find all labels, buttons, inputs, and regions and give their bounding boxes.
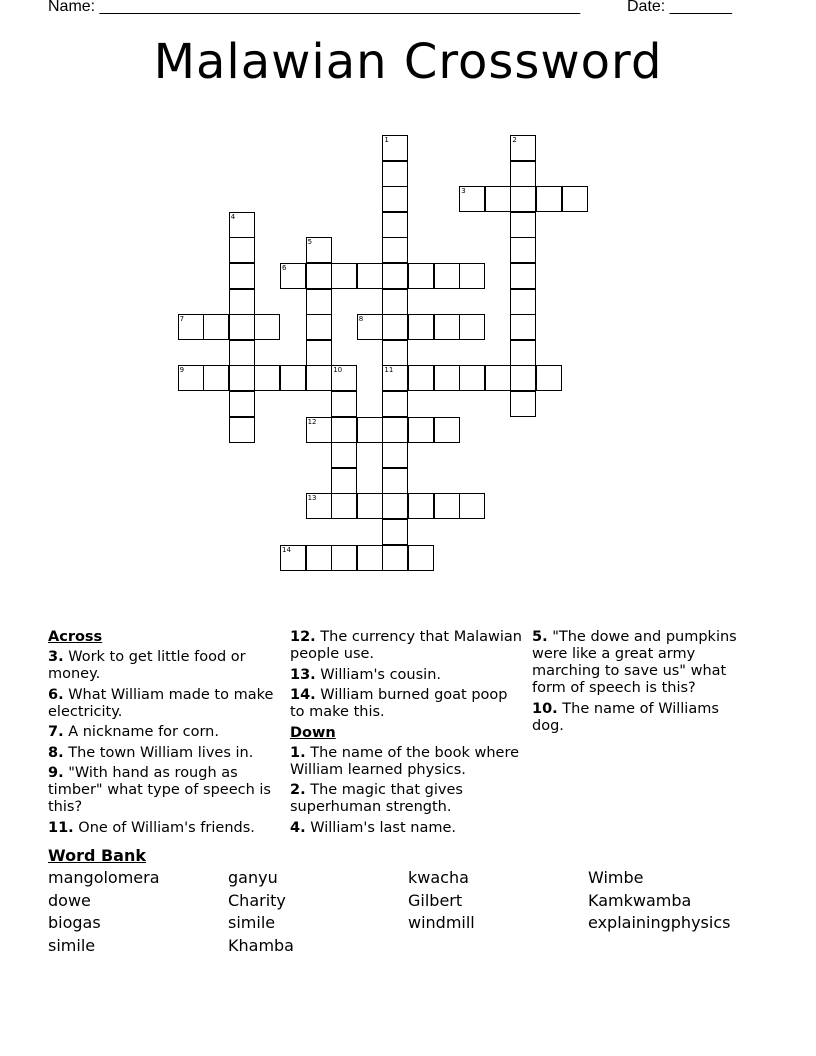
clue-number: 3	[461, 187, 466, 196]
crossword-cell[interactable]	[229, 289, 255, 315]
crossword-cell[interactable]	[178, 365, 204, 391]
clue-item	[290, 667, 526, 684]
clue-column-3	[532, 629, 747, 738]
crossword-cell[interactable]	[229, 263, 255, 289]
clue-text: A nickname for corn.	[63, 724, 219, 740]
crossword-cell[interactable]	[408, 263, 434, 289]
crossword-cell[interactable]	[357, 263, 383, 289]
crossword-cell[interactable]	[510, 340, 536, 366]
crossword-cell[interactable]	[408, 314, 434, 340]
clue-number: 12	[307, 417, 317, 426]
crossword-cell[interactable]	[459, 186, 485, 212]
clue-number: 10	[333, 366, 343, 375]
crossword-cell[interactable]	[459, 365, 485, 391]
crossword-cell[interactable]	[331, 468, 357, 494]
crossword-cell[interactable]	[357, 545, 383, 571]
clue-number: 2	[512, 136, 517, 144]
crossword-cell[interactable]	[382, 289, 408, 315]
crossword-cell[interactable]	[408, 417, 434, 443]
crossword-cell[interactable]	[254, 314, 280, 340]
crossword-cell[interactable]	[536, 186, 562, 212]
crossword-cell[interactable]	[510, 263, 536, 289]
crossword-cell[interactable]	[229, 237, 255, 263]
crossword-cell[interactable]	[382, 365, 408, 391]
crossword-cell[interactable]	[382, 545, 408, 571]
crossword-cell[interactable]	[434, 365, 460, 391]
crossword-cell[interactable]	[229, 314, 255, 340]
crossword-cell[interactable]	[280, 263, 306, 289]
crossword-cell[interactable]	[382, 340, 408, 366]
crossword-cell[interactable]	[331, 442, 357, 468]
crossword-cell[interactable]	[382, 493, 408, 519]
crossword-cell[interactable]	[408, 365, 434, 391]
crossword-cell[interactable]	[229, 212, 255, 238]
crossword-cell[interactable]	[382, 391, 408, 417]
crossword-cell[interactable]	[510, 289, 536, 315]
word-bank-title: Word Bank	[48, 846, 147, 865]
clue-num: 11.	[48, 819, 74, 836]
word-bank-item: mangolomera	[48, 868, 160, 887]
clue-number: 6	[282, 264, 287, 272]
clue-num: 12.	[290, 629, 316, 645]
crossword-cell[interactable]	[280, 545, 306, 571]
crossword-cell[interactable]	[459, 493, 485, 519]
crossword-cell[interactable]	[434, 493, 460, 519]
clue-text: The magic that gives superhuman strength.	[290, 782, 463, 815]
crossword-cell[interactable]	[382, 237, 408, 263]
clue-item	[48, 765, 280, 816]
crossword-cell[interactable]	[306, 545, 332, 571]
crossword-cell[interactable]	[510, 365, 536, 391]
word-bank-item: explainingphysics	[588, 913, 731, 932]
clue-item	[48, 724, 280, 741]
crossword-cell[interactable]	[434, 417, 460, 443]
word-bank-item: Charity	[228, 890, 286, 910]
word-bank-item: Wimbe	[588, 868, 644, 887]
crossword-cell[interactable]	[408, 545, 434, 571]
clue-number: 8	[358, 315, 364, 324]
crossword-cell[interactable]	[536, 365, 562, 391]
crossword-cell[interactable]	[382, 135, 408, 161]
clue-item	[290, 782, 526, 816]
clue-item	[532, 629, 747, 697]
crossword-cell[interactable]	[510, 186, 536, 212]
clue-column-1	[48, 629, 280, 840]
clue-num: 9.	[48, 765, 64, 781]
down-heading: Down	[290, 724, 336, 741]
crossword-cell[interactable]	[382, 263, 408, 289]
clue-num: 7.	[48, 724, 64, 740]
crossword-cell[interactable]	[434, 263, 460, 289]
clue-num: 2.	[290, 782, 306, 798]
crossword-cell[interactable]	[203, 314, 229, 340]
crossword-cell[interactable]	[510, 314, 536, 340]
clue-text: One of William's friends.	[73, 819, 255, 836]
clue-number: 5	[307, 238, 313, 247]
crossword-cell[interactable]	[382, 212, 408, 238]
crossword-cell[interactable]	[408, 493, 434, 519]
crossword-cell[interactable]	[229, 417, 255, 443]
word-bank-item: simile	[48, 935, 96, 955]
clue-num: 10.	[532, 700, 558, 717]
crossword-cell[interactable]	[382, 161, 408, 187]
crossword-cell[interactable]	[331, 545, 357, 571]
word-bank-item: Khamba	[228, 935, 294, 955]
crossword-cell[interactable]	[510, 212, 536, 238]
clue-number: 7	[179, 315, 185, 324]
crossword-cell[interactable]	[382, 468, 408, 494]
crossword-cell[interactable]	[254, 365, 280, 391]
clue-text: William's last name.	[305, 819, 457, 836]
crossword-cell[interactable]	[357, 493, 383, 519]
crossword-cell[interactable]	[485, 365, 511, 391]
date-field: Date: _______	[627, 0, 732, 15]
word-bank-item: biogas	[48, 913, 101, 932]
clue-item	[48, 687, 280, 721]
crossword-cell[interactable]	[510, 161, 536, 187]
clue-item	[48, 820, 280, 837]
crossword-cell[interactable]	[229, 391, 255, 417]
crossword-cell[interactable]	[331, 263, 357, 289]
clue-text: Work to get little food or money.	[48, 649, 246, 682]
clue-number: 1	[384, 136, 389, 144]
clue-number: 4	[230, 212, 236, 221]
crossword-cell[interactable]	[357, 417, 383, 443]
clue-text: William's cousin.	[315, 666, 442, 683]
clue-num: 13.	[290, 666, 316, 683]
crossword-cell[interactable]	[510, 391, 536, 417]
clue-item	[48, 649, 280, 683]
clue-number: 13	[307, 494, 317, 503]
clue-text: The name of Williams dog.	[532, 700, 719, 734]
crossword-cell[interactable]	[459, 263, 485, 289]
page-title: Malawian Crossword	[153, 34, 663, 90]
clue-text: The name of the book where William learned physics.	[290, 744, 520, 778]
clue-text: "With hand as rough as timber" what type of speech is this?	[48, 765, 271, 815]
crossword-cell[interactable]	[280, 365, 306, 391]
word-bank-item: Kamkwamba	[588, 890, 692, 910]
clue-number: 14	[282, 545, 291, 554]
crossword-cell[interactable]	[434, 314, 460, 340]
clue-text: William burned goat poop to make this.	[290, 687, 508, 720]
crossword-cell[interactable]	[331, 365, 357, 391]
clue-num: 8.	[48, 744, 64, 761]
crossword-cell[interactable]	[306, 237, 332, 263]
crossword-cell[interactable]	[382, 314, 408, 340]
word-bank-item: dowe	[48, 890, 91, 910]
word-bank-item: ganyu	[228, 868, 278, 887]
word-bank-item: kwacha	[408, 868, 469, 887]
clue-item	[48, 745, 280, 762]
crossword-cell[interactable]	[178, 314, 204, 340]
crossword-cell[interactable]	[382, 519, 408, 545]
clue-number: 9	[179, 366, 185, 375]
clue-item	[290, 745, 526, 779]
crossword-cell[interactable]	[357, 314, 383, 340]
crossword-cell[interactable]	[485, 186, 511, 212]
word-bank-item: Gilbert	[408, 890, 463, 910]
clue-item	[290, 629, 526, 663]
word-bank-item: simile	[228, 913, 276, 932]
crossword-cell[interactable]	[510, 135, 536, 161]
clue-text: What William made to make electricity.	[48, 686, 274, 720]
crossword-cell[interactable]	[510, 237, 536, 263]
clue-item	[290, 820, 526, 837]
crossword-cell[interactable]	[306, 340, 332, 366]
crossword-cell[interactable]	[562, 186, 588, 212]
clue-num: 4.	[290, 819, 306, 836]
crossword-cell[interactable]	[331, 391, 357, 417]
crossword-cell[interactable]	[229, 340, 255, 366]
clue-text: The currency that Malawian people use.	[290, 629, 522, 662]
crossword-cell[interactable]	[331, 417, 357, 443]
crossword-cell[interactable]	[459, 314, 485, 340]
clue-number: 11	[384, 366, 394, 375]
name-field: Name: ______________________________________________________	[48, 0, 581, 15]
clue-num: 1.	[290, 744, 306, 761]
crossword-cell[interactable]	[306, 314, 332, 340]
crossword-cell[interactable]	[382, 442, 408, 468]
across-heading: Across	[48, 629, 103, 645]
clue-num: 5.	[532, 629, 548, 645]
crossword-cell[interactable]	[331, 493, 357, 519]
crossword-cell[interactable]	[306, 493, 332, 519]
clue-item	[532, 701, 747, 735]
crossword-cell[interactable]	[306, 289, 332, 315]
crossword-cell[interactable]	[229, 365, 255, 391]
clue-item	[290, 687, 526, 721]
clue-text: The town William lives in.	[63, 744, 254, 761]
crossword-cell[interactable]	[382, 417, 408, 443]
word-bank-item: windmill	[408, 913, 475, 932]
crossword-cell[interactable]	[306, 417, 332, 443]
crossword-cell[interactable]	[306, 365, 332, 391]
crossword-cell[interactable]	[382, 186, 408, 212]
clue-column-2	[290, 629, 526, 840]
crossword-cell[interactable]	[306, 263, 332, 289]
clue-num: 14.	[290, 687, 316, 703]
clue-num: 6.	[48, 686, 64, 703]
clue-num: 3.	[48, 649, 64, 665]
crossword-cell[interactable]	[203, 365, 229, 391]
clue-text: "The dowe and pumpkins were like a great army marching to save us" what form of speech is this?	[532, 629, 737, 696]
